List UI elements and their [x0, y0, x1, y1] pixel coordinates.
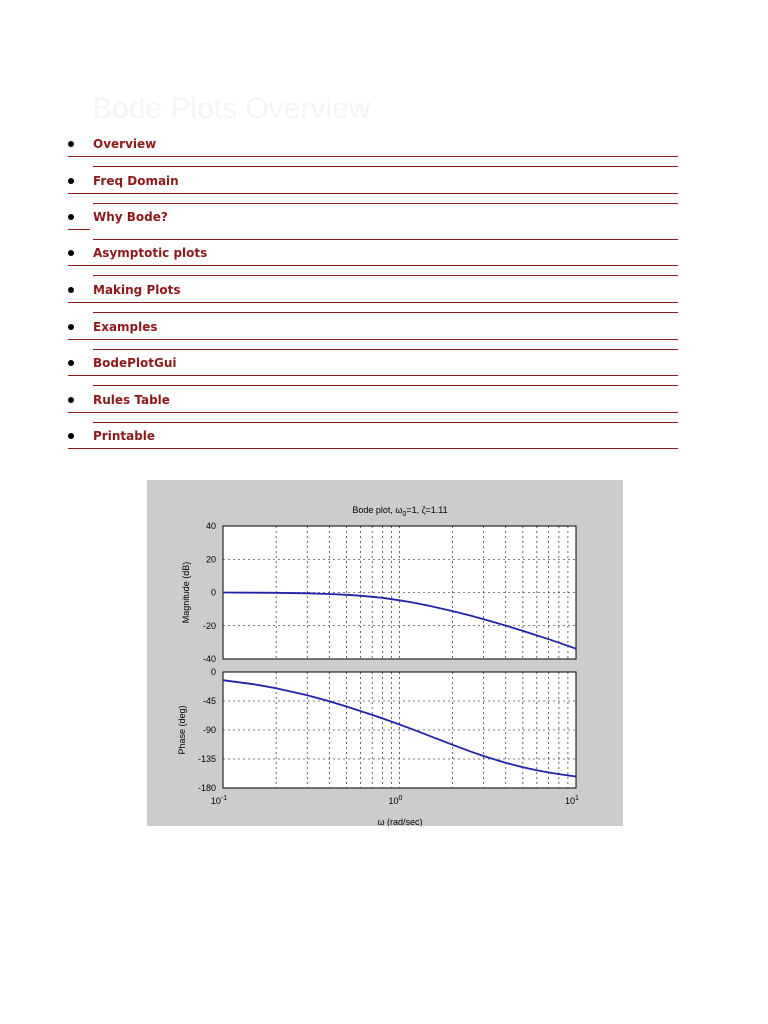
y-tick-label: -40	[202, 654, 216, 664]
nav-link-asymptotic-plots[interactable]: Asymptotic plots	[93, 246, 208, 260]
divider	[93, 203, 678, 204]
divider	[93, 239, 678, 240]
divider	[93, 422, 678, 423]
nav-link-bodeplotgui[interactable]: BodePlotGui	[93, 356, 177, 370]
divider	[68, 156, 678, 157]
divider	[68, 375, 678, 376]
divider	[93, 385, 678, 386]
nav-link-overview[interactable]: Overview	[93, 137, 157, 151]
y-tick-label: -135	[197, 754, 216, 764]
nav-link-why-bode[interactable]: Why Bode?	[93, 210, 168, 224]
bullet-icon	[68, 141, 74, 147]
bullet-icon	[68, 214, 74, 220]
bullet-icon	[68, 397, 74, 403]
nav-item-overview[interactable]	[68, 137, 678, 173]
bullet-icon	[68, 324, 74, 330]
nav-link-printable[interactable]: Printable	[93, 429, 156, 443]
nav-item-rules-table[interactable]	[68, 393, 678, 429]
nav-item-examples[interactable]	[68, 320, 678, 356]
nav-item-why-bode[interactable]	[68, 210, 678, 246]
y-axis-label: Magnitude (dB)	[181, 561, 191, 624]
bullet-icon	[68, 433, 74, 439]
divider	[93, 312, 678, 313]
y-tick-label: -20	[202, 620, 216, 631]
y-tick-label: 40	[205, 521, 216, 531]
nav-link-freq-domain[interactable]: Freq Domain	[93, 174, 179, 188]
y-tick-label: 0	[210, 667, 216, 677]
divider	[68, 412, 678, 413]
divider	[68, 302, 678, 303]
divider	[68, 339, 678, 340]
nav-item-bodeplotgui[interactable]	[68, 356, 678, 392]
divider	[93, 349, 678, 350]
nav-link-making-plots[interactable]: Making Plots	[93, 283, 181, 297]
x-tick-label: $10^1$	[565, 795, 579, 806]
bullet-icon	[68, 287, 74, 293]
y-tick-label: 0	[210, 587, 216, 598]
x-tick-label: $10^{-1}$	[210, 795, 228, 806]
y-tick-label: -180	[197, 783, 216, 793]
y-tick-label: -45	[202, 696, 216, 706]
bullet-icon	[68, 250, 74, 256]
bode-plot-chart	[147, 480, 623, 826]
bullet-icon	[68, 360, 74, 366]
y-tick-label: 20	[205, 554, 216, 565]
nav-list	[0, 0, 768, 460]
nav-item-printable[interactable]	[68, 429, 678, 465]
nav-item-freq-domain[interactable]	[68, 174, 678, 210]
y-axis-label: Phase (deg)	[177, 705, 187, 755]
bode-plot-figure	[147, 480, 623, 826]
x-axis-label: ω (rad/sec)	[377, 817, 423, 826]
divider	[93, 275, 678, 276]
page-title: Bode Plots Overview	[92, 92, 371, 125]
y-tick-label: -90	[202, 725, 216, 735]
x-tick-label: $10^0$	[388, 795, 403, 806]
bullet-icon	[68, 178, 74, 184]
divider	[68, 193, 678, 194]
nav-link-rules-table[interactable]: Rules Table	[93, 393, 170, 407]
divider	[68, 448, 678, 449]
divider	[68, 265, 678, 266]
nav-item-asymptotic-plots[interactable]	[68, 246, 678, 282]
nav-link-examples[interactable]: Examples	[93, 320, 158, 334]
divider	[68, 229, 90, 230]
divider	[93, 166, 678, 167]
nav-item-making-plots[interactable]	[68, 283, 678, 319]
chart-title: Bode plot, $\omega_0=1$, ζ=1.11	[352, 505, 448, 518]
